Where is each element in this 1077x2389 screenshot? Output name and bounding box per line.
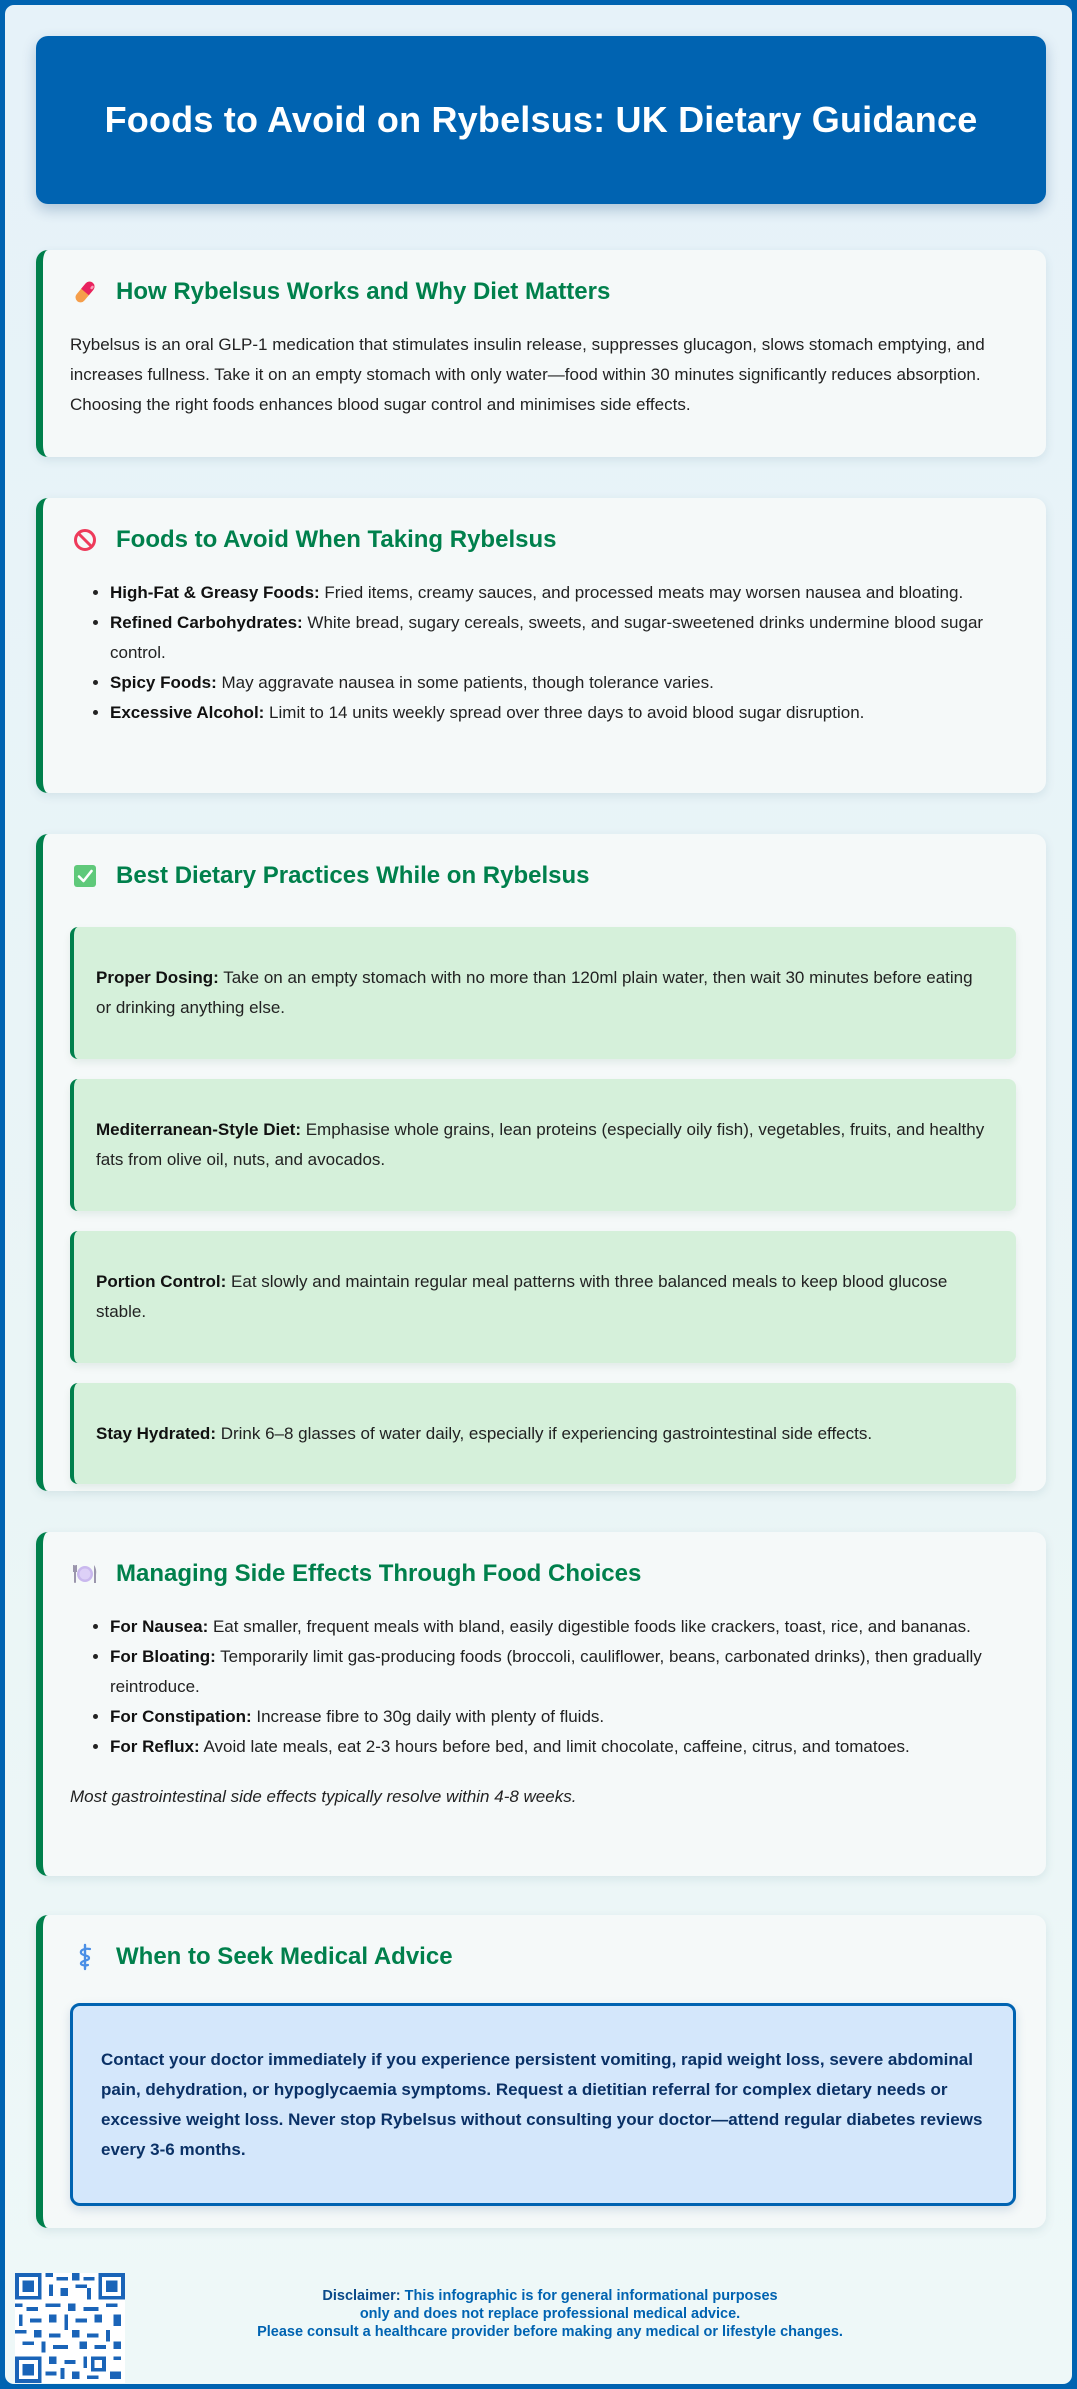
item-text: May aggravate nausea in some patients, though tolerance varies. (216, 673, 714, 692)
medical-alert-box (70, 2003, 1016, 2206)
section-side-effects (36, 1532, 1046, 1876)
section-title: Foods to Avoid When Taking Rybelsus (116, 526, 557, 553)
item-label: For Bloating: (110, 1647, 216, 1666)
disclaimer-line-2: only and does not replace professional medical advice. (359, 2306, 741, 2322)
tip-label: Portion Control: (96, 1272, 227, 1291)
list-item (110, 1612, 1016, 1642)
list-item (110, 698, 1016, 728)
section-heading (70, 860, 1016, 892)
avoid-list (70, 578, 1016, 728)
side-effects-list (70, 1612, 1016, 1762)
list-item (110, 1642, 1016, 1702)
section-title: How Rybelsus Works and Why Diet Matters (116, 278, 611, 305)
item-text: Fried items, creamy sauces, and processed meats may worsen nausea and bloating. (319, 583, 964, 602)
list-item (110, 1732, 1016, 1762)
item-text: Temporarily limit gas-producing foods (broccoli, cauliflower, beans, carbonated drinks), then gradually reintroduce. (110, 1647, 982, 1696)
alert-text: Contact your doctor immediately if you experience persistent vomiting, rapid weight loss, severe abdominal pain, dehydration, or hypoglycaemia symptoms. Request a dietitian referral for complex dietary needs or excessive weight loss. Never stop Rybelsus without consulting your doctor—attend regular diabetes reviews every 3-6 months. (101, 2049, 983, 2159)
prohibited-icon (70, 525, 100, 555)
medical-staff-icon (70, 1942, 100, 1972)
item-text: Increase fibre to 30g daily with plenty of fluids. (251, 1707, 605, 1726)
side-effects-note: Most gastrointestinal side effects typically resolve within 4-8 weeks. (70, 1787, 577, 1806)
item-label: For Constipation: (110, 1707, 252, 1726)
item-label: For Reflux: (110, 1737, 200, 1756)
section-how-it-works (36, 250, 1046, 457)
item-text: Eat smaller, frequent meals with bland, easily digestible foods like crackers, toast, rice, and bananas. (208, 1617, 971, 1636)
tip-card-mediterranean-diet (70, 1079, 1016, 1211)
list-item (110, 578, 1016, 608)
tip-text: Emphasise whole grains, lean proteins (especially oily fish), vegetables, fruits, and healthy fats from olive oil, nuts, and avocados. (96, 1120, 985, 1169)
item-text: Limit to 14 units weekly spread over three days to avoid blood sugar disruption. (264, 703, 865, 722)
item-label: For Nausea: (110, 1617, 209, 1636)
qr-code-icon[interactable] (15, 2273, 125, 2383)
item-label: Spicy Foods: (110, 673, 217, 692)
footer (5, 2265, 1077, 2385)
section-body: Rybelsus is an oral GLP-1 medication that stimulates insulin release, suppresses glucagon, slows stomach emptying, and increases fullness. Take it on an empty stomach with only water—food within 30 minutes significantly reduces absorption. Choosing the right foods enhances blood sugar control and minimises side effects. (70, 335, 985, 414)
plate-cutlery-icon (70, 1559, 100, 1589)
item-text: White bread, sugary cereals, sweets, and sugar-sweetened drinks undermine blood sugar control. (110, 613, 984, 662)
list-item (110, 608, 1016, 668)
tip-text: Take on an empty stomach with no more than 120ml plain water, then wait 30 minutes before eating or drinking anything else. (96, 968, 973, 1017)
disclaimer-line-3: Please consult a healthcare provider before making any medical or lifestyle changes. (257, 2324, 843, 2340)
section-title: When to Seek Medical Advice (116, 1943, 453, 1970)
tip-text: Eat slowly and maintain regular meal patterns with three balanced meals to keep blood glucose stable. (96, 1272, 948, 1321)
list-item (110, 1702, 1016, 1732)
tip-card-proper-dosing (70, 927, 1016, 1059)
list-item (110, 668, 1016, 698)
item-label: High-Fat & Greasy Foods: (110, 583, 320, 602)
section-medical-advice (36, 1915, 1046, 2228)
section-best-practices (36, 834, 1046, 1491)
tip-card-portion-control (70, 1231, 1016, 1363)
disclaimer (135, 2287, 965, 2341)
item-label: Excessive Alcohol: (110, 703, 265, 722)
item-text: Avoid late meals, eat 2-3 hours before bed, and limit chocolate, caffeine, citrus, and tomatoes. (199, 1737, 910, 1756)
section-heading (70, 524, 1016, 556)
tip-label: Proper Dosing: (96, 968, 219, 987)
tip-text: Drink 6–8 glasses of water daily, especially if experiencing gastrointestinal side effects. (215, 1423, 873, 1443)
page-header (36, 36, 1046, 204)
section-heading (70, 276, 1016, 308)
section-title: Best Dietary Practices While on Rybelsus (116, 862, 590, 889)
section-title: Managing Side Effects Through Food Choices (116, 1560, 642, 1587)
disclaimer-line-1: This infographic is for general informational purposes (400, 2288, 778, 2304)
page-title: Foods to Avoid on Rybelsus: UK Dietary Guidance (104, 99, 978, 140)
tip-card-stay-hydrated (70, 1383, 1016, 1484)
pill-icon (70, 277, 100, 307)
item-label: Refined Carbohydrates: (110, 613, 303, 632)
check-box-icon (70, 861, 100, 891)
section-heading (70, 1941, 1016, 1973)
section-heading (70, 1558, 1016, 1590)
tip-label: Mediterranean-Style Diet: (96, 1120, 301, 1139)
tip-label: Stay Hydrated: (96, 1423, 216, 1443)
disclaimer-label: Disclaimer: (322, 2288, 401, 2304)
section-foods-to-avoid (36, 498, 1046, 793)
